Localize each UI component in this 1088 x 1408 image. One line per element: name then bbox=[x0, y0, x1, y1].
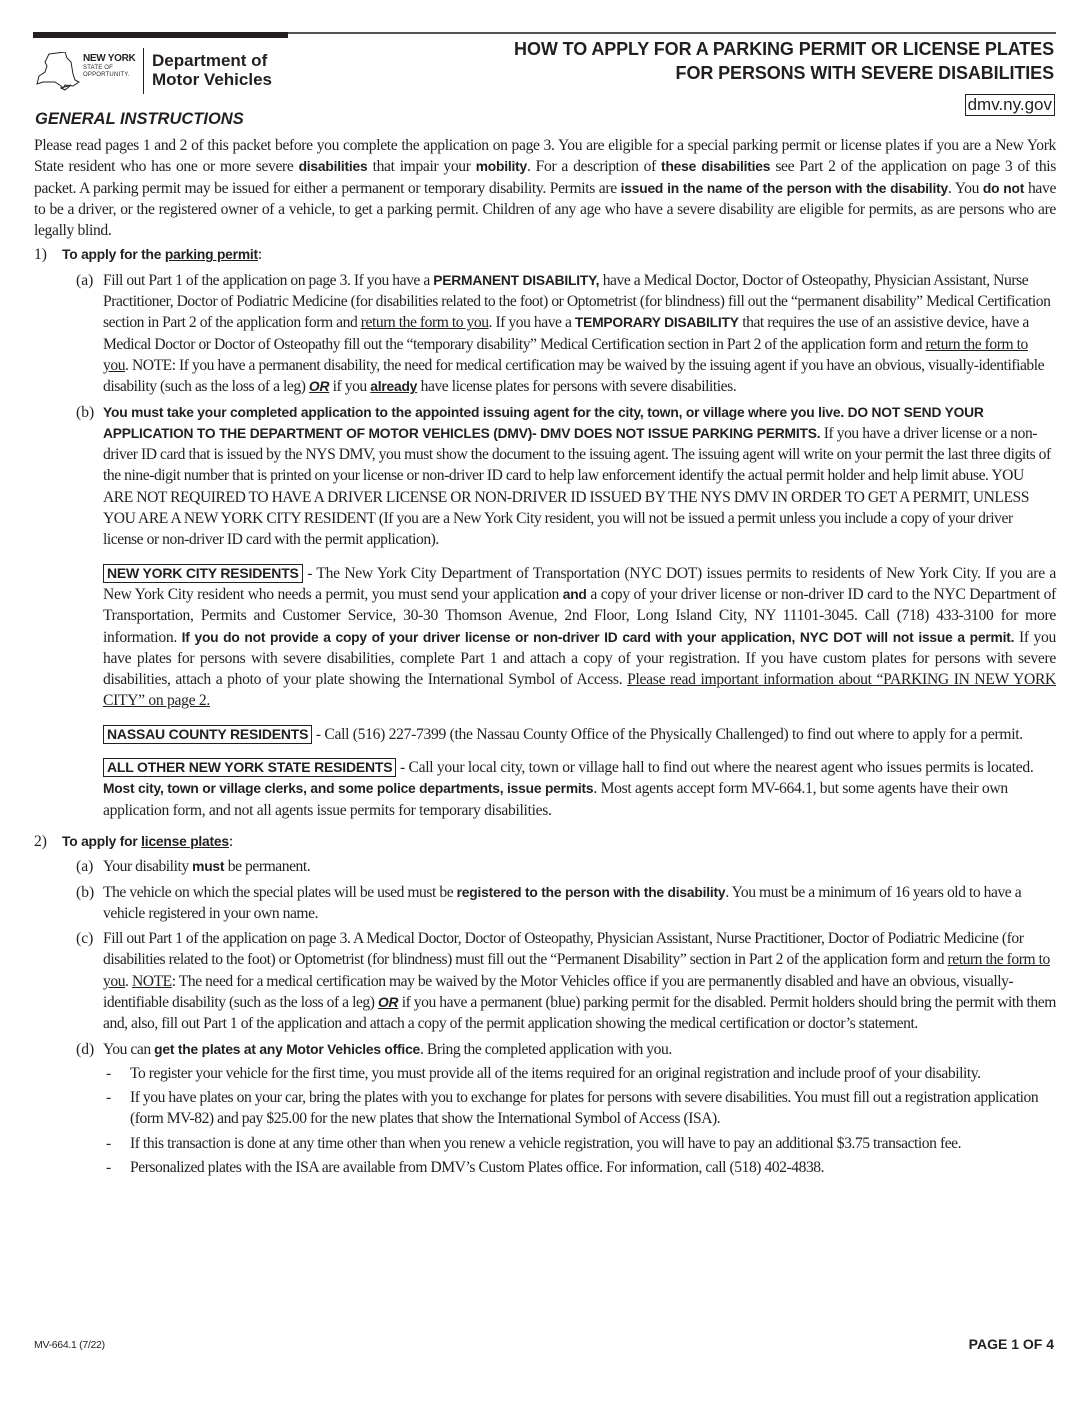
form-id: MV-664.1 (7/22) bbox=[34, 1339, 105, 1351]
header-rule-thick bbox=[33, 32, 288, 38]
bullet-item: - If you have plates on your car, bring the plates with you to exchange for plates for persons with severe disabilities. You must fill out a registration application (form MV-82) and pay $25.00 for the new plates that show the International Symbol of Access (ISA). bbox=[106, 1089, 1039, 1128]
section-license-plates bbox=[34, 831, 1056, 1178]
section-heading: 2) To apply for license plates : bbox=[34, 832, 234, 850]
bullet-item: - To register your vehicle for the first time, you must provide all of the items required for an original registration and include proof of your disability. bbox=[106, 1064, 981, 1082]
list-item: (a) Fill out Part 1 of the application on page 3. If you have a PERMANENT DISABILITY, have a Medical Doctor, Doctor of Osteopathy, Physician Assistant, Nurse Practitioner, Doctor of Podiatric Medicine (for disabilities related to the foot) or Optometrist (for blindness) fill out the “permanent disability” Medical Certification section in Part 2 of the application form and return the form to you. If you have a TEMPORARY DISABILITY that requires the use of an assistive device, have a Medical Doctor or Doctor of Osteopathy fill out the “temporary disability” Medical Certification section in Part 2 of the application form and return the form to you. NOTE: If you have a permanent disability, the need for medical certification may be waived by the issuing agent if you have an obvious, visually-identifiable disability (such as the loss of a leg) OR if you already have license plates for persons with severe disabilities. bbox=[76, 271, 1051, 396]
bullet-item: - If this transaction is done at any time other than when you renew a vehicle registration, you will have to pay an additional $3.75 transaction fee. bbox=[106, 1134, 962, 1152]
nassau-residents-block: NASSAU COUNTY RESIDENTS - Call (516) 227-7399 (the Nassau County Office of the Physically Challenged) to find out where to apply for a permit. bbox=[103, 724, 1056, 745]
nyc-residents-block: NEW YORK CITY RESIDENTS - The New York City Department of Transportation (NYC DOT) issues permits to residents of New York City. If you are a New York City resident who needs a permit, you must send your application and a copy of your driver license or non-driver ID card to the NYC Department of Transportation, Permits and Customer Service, 30-30 Thomson Avenue, 2nd Floor, Long Island City, NY 11101-3045. Call (718) 433-3100 for more information. If you do not provide a copy of your driver license or non-driver ID card with your application, NYC DOT will not issue a permit. If you have plates for persons with severe disabilities, complete Part 1 and attach a copy of your registration. If you have custom plates for persons with severe disabilities, attach a photo of your plate showing the International Symbol of Access. Please read important information about “PARKING IN NEW YORK CITY” on page 2. bbox=[103, 564, 1057, 710]
list-item: (b) You must take your completed application to the appointed issuing agent for the city, town, or village where you live. DO NOT SEND YOUR APPLICATION TO THE DEPARTMENT OF MOTOR VEHICLES (DMV)- DMV DOES NOT ISSUE PARKING PERMITS. If you have a driver license or a non-driver ID card that is issued by the NYS DMV, you must show the document to the issuing agent. The issuing agent will write on your permit the last three digits of the nine-digit number that is printed on your license or non-driver ID card to help law enforcement identify the actual permit holder and help limit abuse. YOU ARE NOT REQUIRED TO HAVE A DRIVER LICENSE OR NON-DRIVER ID ISSUED BY THE NYS DMV IN ORDER TO GET A PERMIT, UNLESS YOU ARE A NEW YORK CITY RESIDENT (If you are a New York City resident, you will not be issued a permit unless you include a copy of your driver license or non-driver ID card with the permit application). bbox=[76, 403, 1051, 549]
bullet-item: - Personalized plates with the ISA are available from DMV’s Custom Plates office. For information, call (518) 402-4838. bbox=[106, 1159, 825, 1177]
page-number: PAGE 1 OF 4 bbox=[968, 1336, 1054, 1352]
general-instructions-heading: GENERAL INSTRUCTIONS bbox=[35, 110, 244, 128]
logo-divider bbox=[143, 48, 144, 94]
logo-state-tagline: STATE OF OPPORTUNITY. bbox=[83, 65, 130, 78]
list-item: (a) Your disability must be permanent. bbox=[76, 858, 311, 876]
list-item: (c) Fill out Part 1 of the application on page 3. A Medical Doctor, Doctor of Osteopathy, Physician Assistant, Nurse Practitioner, Doctor of Podiatric Medicine (for disabilities related to the foot) or Optometrist (for blindness) must fill out the “Permanent Disability” section in Part 2 of the application form and return the form to you. NOTE: The need for a medical certification may be waived by the Motor Vehicles office if you are permanently disabled and have an obvious, visually-identifiable disability (such as the loss of a leg) OR if you have a permanent (blue) parking permit for the disabled. Permit holders should bring the permit with them and, also, fill out Part 1 of the application and attach a copy of the permit application showing the medical certification or doctor’s statement. bbox=[76, 930, 1056, 1033]
list-item: (b) The vehicle on which the special plates will be used must be registered to the person with the disability. You must be a minimum of 16 years old to have a vehicle registered in your own name. bbox=[76, 883, 1022, 922]
document-body bbox=[34, 135, 1056, 1178]
page-title: HOW TO APPLY FOR A PARKING PERMIT OR LICENSE PLATES FOR PERSONS WITH SEVERE DISABILITIES bbox=[514, 39, 1054, 83]
website-link[interactable]: dmv.ny.gov bbox=[965, 94, 1055, 116]
intro-paragraph: Please read pages 1 and 2 of this packet before you complete the application on page 3. You are eligible for a special parking permit or license plates if you are a New York State resident who has one or more severe disabilities that impair your mobility. For a description of these disabilities see Part 2 of the application on page 3 of this packet. A parking permit may be issued for either a permanent or temporary disability. Permits are issued in the name of the person with the disability. You do not have to be a driver, or the registered owner of a vehicle, to get a parking permit. Children of any age who have a severe disability are eligible for permits, as are persons who are legally blind. bbox=[34, 137, 1057, 240]
other-residents-block: ALL OTHER NEW YORK STATE RESIDENTS - Call your local city, town or village hall to find out where the nearest agent who issues permits is located. Most city, town or village clerks, and some police departments, issue permits. Most agents accept form MV-664.1, but some agents have their own application form, and not all agents issue permits for temporary disabilities. bbox=[103, 759, 1034, 819]
other-residents-label: ALL OTHER NEW YORK STATE RESIDENTS bbox=[103, 758, 396, 777]
nys-dmv-logo bbox=[35, 46, 285, 96]
logo-department-name: Department of Motor Vehicles bbox=[152, 51, 272, 89]
nassau-residents-label: NASSAU COUNTY RESIDENTS bbox=[103, 725, 312, 744]
header-rule-thin bbox=[288, 32, 1056, 34]
nyc-residents-label: NEW YORK CITY RESIDENTS bbox=[103, 564, 303, 583]
new-york-state-map-icon bbox=[35, 52, 81, 92]
section-parking-permit bbox=[34, 244, 1056, 820]
list-item: (d) You can get the plates at any Motor Vehicles office. Bring the completed application with you. bbox=[76, 1040, 672, 1058]
logo-state-name: NEW YORK bbox=[83, 53, 136, 64]
section-heading: 1) To apply for the parking permit : bbox=[34, 246, 263, 264]
